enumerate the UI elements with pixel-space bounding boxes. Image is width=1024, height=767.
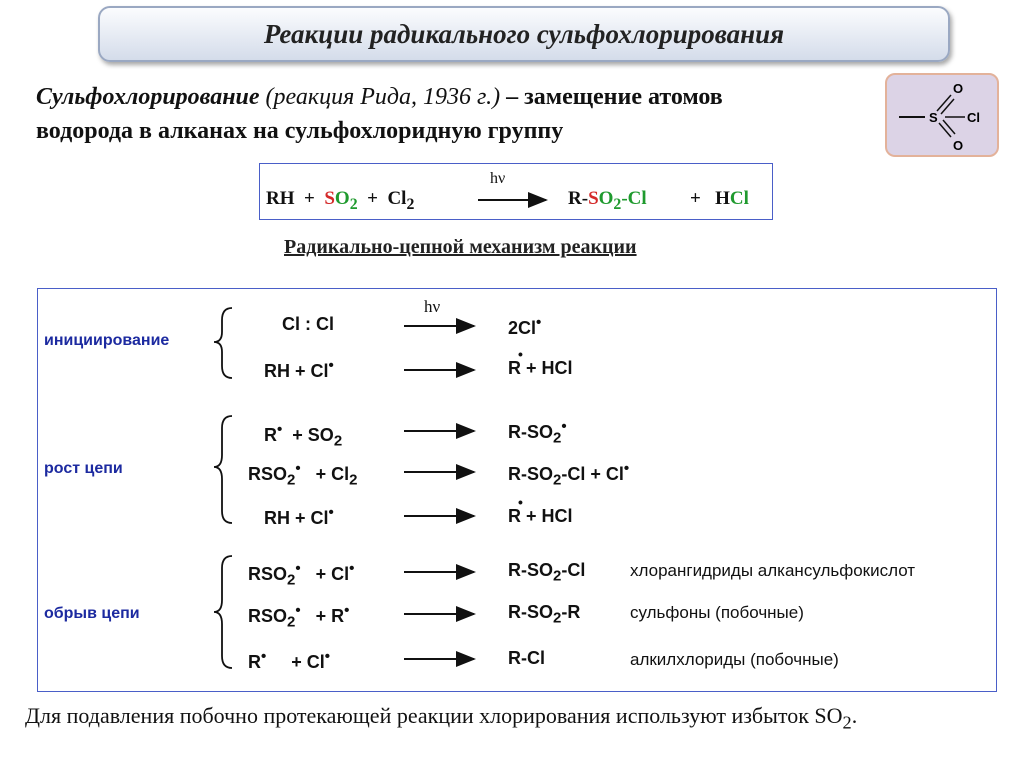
intro-definition-1: замещение атомов [524,84,723,110]
r2-left: RH + Cl• [264,357,334,381]
footer-note: Для подавления побочно протекающей реакции хлорирования используют избыток $SO_2$. [25,703,858,733]
title-banner [98,6,950,62]
r1-left: Cl : Cl [282,314,334,334]
eq-so2-o: O [334,188,350,209]
eq-so2-sub: 2 [349,195,358,213]
radical-dot: • [295,560,301,577]
radical-dot: • [295,460,301,477]
r2-right: R + HCl [508,358,573,378]
eq-cl2: Cl [387,188,407,209]
r2-r-dot: • [518,346,523,362]
note-sulfonyl-chlorides: хлорангидриды алкансульфокислот [630,561,916,580]
r7-right: $R-SO_2-R$ [508,602,581,627]
stage-termination: обрыв цепи [44,605,140,622]
radical-dot: • [349,560,355,577]
intro-term: Сульфохлорирование [36,84,260,110]
double-bond-top-1 [937,95,951,111]
radical-dot: • [623,460,630,477]
intro-line-1 [36,80,723,114]
intro-dash: – [506,84,519,110]
r7-left: $RSO_2^•$ + R• [248,602,350,631]
r8-left: R• + Cl• [248,648,331,672]
note-alkyl-chlorides: алкилхлориды (побочные) [630,650,839,669]
r1-right: 2Cl• [508,314,542,338]
radical-dot: • [344,602,350,619]
intro-definition [36,80,723,148]
eq-so2-s: S [324,188,335,209]
sulfur-atom: S [929,110,938,125]
oxygen-top: O [953,81,964,96]
eq-hcl: + HCl [690,188,749,209]
r4-right: $R-SO_2-Cl + Cl^•$ [508,460,630,489]
mechanism-heading: Радикально-цепной механизм реакции [284,236,637,258]
r1-hv: hν [424,297,441,316]
radical-dot: • [295,602,301,619]
page-title: Реакции радикального сульфохлорирования [263,18,785,49]
eq-cl2-sub: 2 [406,195,415,213]
radical-dot: • [261,648,267,665]
radical-dot: • [277,421,283,438]
radical-dot: • [536,314,542,331]
r5-r-dot: • [518,494,523,510]
r8-right: R-Cl [508,648,545,668]
eq-rh: RH + $SO_2 + Cl_2$ [266,188,415,213]
r5-right: R + HCl [508,506,573,526]
radical-dot: • [561,418,567,435]
r5-left: RH + Cl• [264,504,334,528]
double-bond-bottom-2 [943,120,955,134]
eq-product: $R-SO_2-Cl$ [568,188,647,213]
stage-initiation: инициирование [44,332,170,349]
r3-left: $R^• + SO_2$ [264,421,343,450]
note-sulfones: сульфоны (побочные) [630,603,804,622]
double-bond-top-2 [941,99,954,114]
structure-drawing [887,75,997,155]
mechanism-box [37,288,997,692]
r3-right: $R-SO_2^•$ [508,418,567,447]
intro-definition-2: водорода в алканах на сульфохлоридную группу [36,118,564,144]
r4-left: $RSO_2^•$ + $Cl_2$ [248,460,358,489]
sulfonyl-chloride-structure [885,73,999,157]
intro-reference: (реакция Рида, 1936 г.) [265,84,501,110]
radical-dot: • [328,357,334,374]
radical-dot: • [328,504,334,521]
r6-right: $R-SO_2-Cl$ [508,560,586,585]
chlorine-atom: Cl [967,110,980,125]
stage-propagation: рост цепи [44,460,123,477]
radical-dot: • [324,648,331,665]
r6-left: $RSO_2^•$ + Cl• [248,560,355,589]
oxygen-bottom: O [953,138,964,153]
double-bond-bottom-1 [939,123,951,137]
eq-hv: hν [490,170,506,187]
